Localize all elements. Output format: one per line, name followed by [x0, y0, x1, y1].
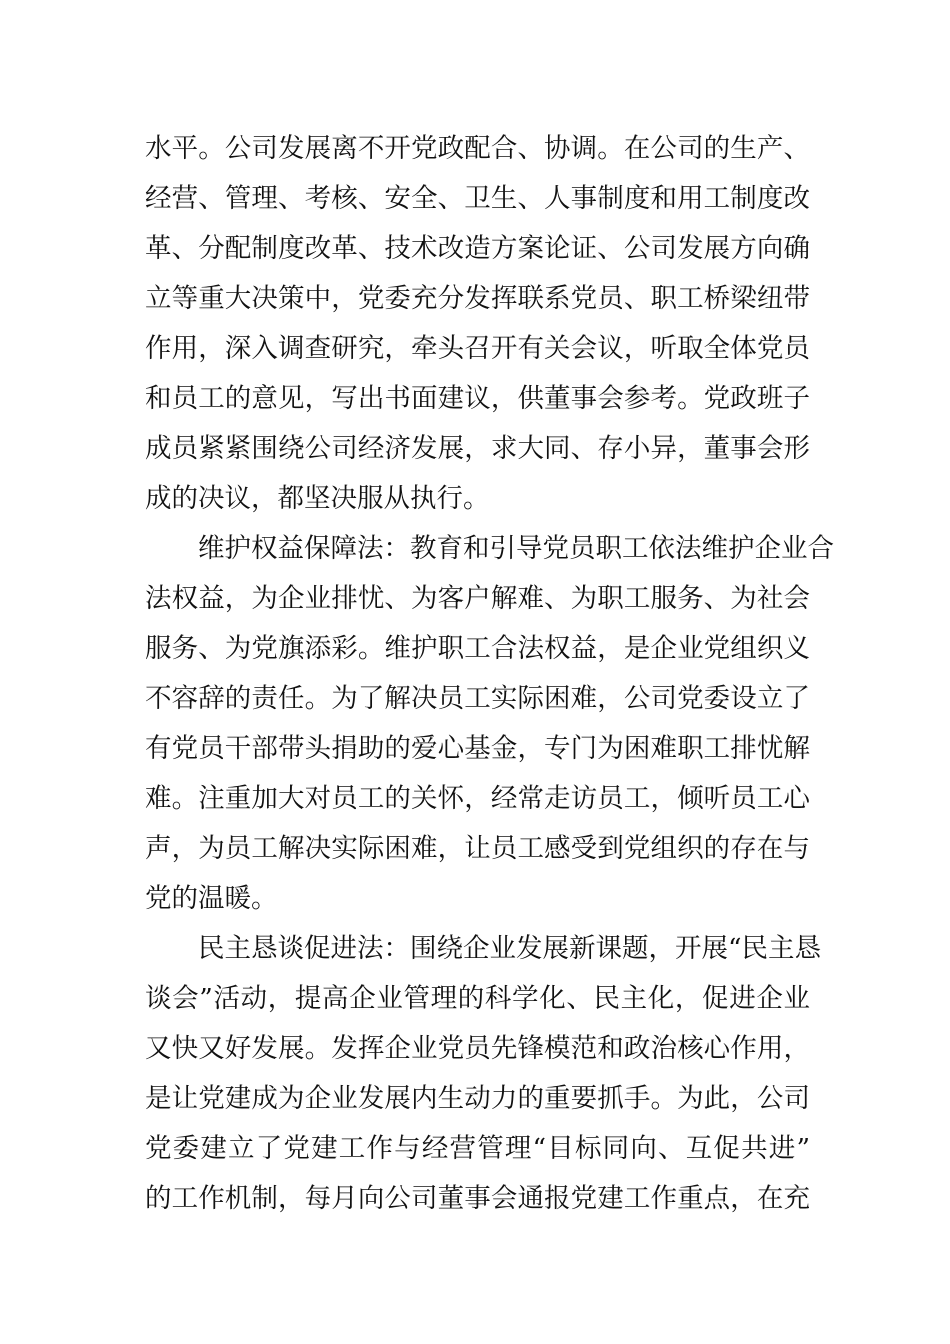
text-line: 成的决议，都坚决服从执行。 — [145, 483, 490, 514]
document-body — [145, 124, 834, 1224]
text-line: 法权益，为企业排忧、为客户解难、为职工服务、为社会 — [145, 583, 810, 614]
text-line: 有党员干部带头捐助的爱心基金，专门为困难职工排忧解 — [145, 733, 810, 764]
text-line: 维护权益保障法：教育和引导党员职工依法维护企业合 — [198, 533, 834, 564]
text-line: 党委建立了党建工作与经营管理“目标同向、互促共进” — [145, 1133, 810, 1164]
text-line: 又快又好发展。发挥企业党员先锋模范和政治核心作用， — [145, 1033, 810, 1064]
text-line: 难。注重加大对员工的关怀，经常走访员工，倾听员工心 — [145, 783, 810, 814]
text-line: 水平。公司发展离不开党政配合、协调。在公司的生产、 — [145, 133, 810, 164]
text-line: 经营、管理、考核、安全、卫生、人事制度和用工制度改 — [145, 183, 810, 214]
text-line: 党的温暖。 — [145, 883, 278, 914]
text-line: 不容辞的责任。为了解决员工实际困难，公司党委设立了 — [145, 683, 810, 714]
text-line: 民主恳谈促进法：围绕企业发展新课题，开展“民主恳 — [198, 933, 822, 964]
text-line: 作用，深入调查研究，牵头召开有关会议，听取全体党员 — [145, 333, 810, 364]
text-line: 服务、为党旗添彩。维护职工合法权益，是企业党组织义 — [145, 633, 810, 664]
paragraph-democratic-dialogue — [145, 924, 822, 1224]
paragraph-party-government-coordination — [145, 124, 810, 524]
text-line: 立等重大决策中，党委充分发挥联系党员、职工桥梁纽带 — [145, 283, 810, 314]
text-line: 和员工的意见，写出书面建议，供董事会参考。党政班子 — [145, 383, 810, 414]
text-line: 成员紧紧围绕公司经济发展，求大同、存小异，董事会形 — [145, 433, 810, 464]
text-line: 声，为员工解决实际困难，让员工感受到党组织的存在与 — [145, 833, 810, 864]
text-line: 的工作机制，每月向公司董事会通报党建工作重点，在充 — [145, 1183, 810, 1214]
paragraph-rights-protection — [145, 524, 834, 924]
text-line: 谈会”活动，提高企业管理的科学化、民主化，促进企业 — [145, 983, 810, 1014]
text-line: 是让党建成为企业发展内生动力的重要抓手。为此，公司 — [145, 1083, 810, 1114]
text-line: 革、分配制度改革、技术改造方案论证、公司发展方向确 — [145, 233, 810, 264]
